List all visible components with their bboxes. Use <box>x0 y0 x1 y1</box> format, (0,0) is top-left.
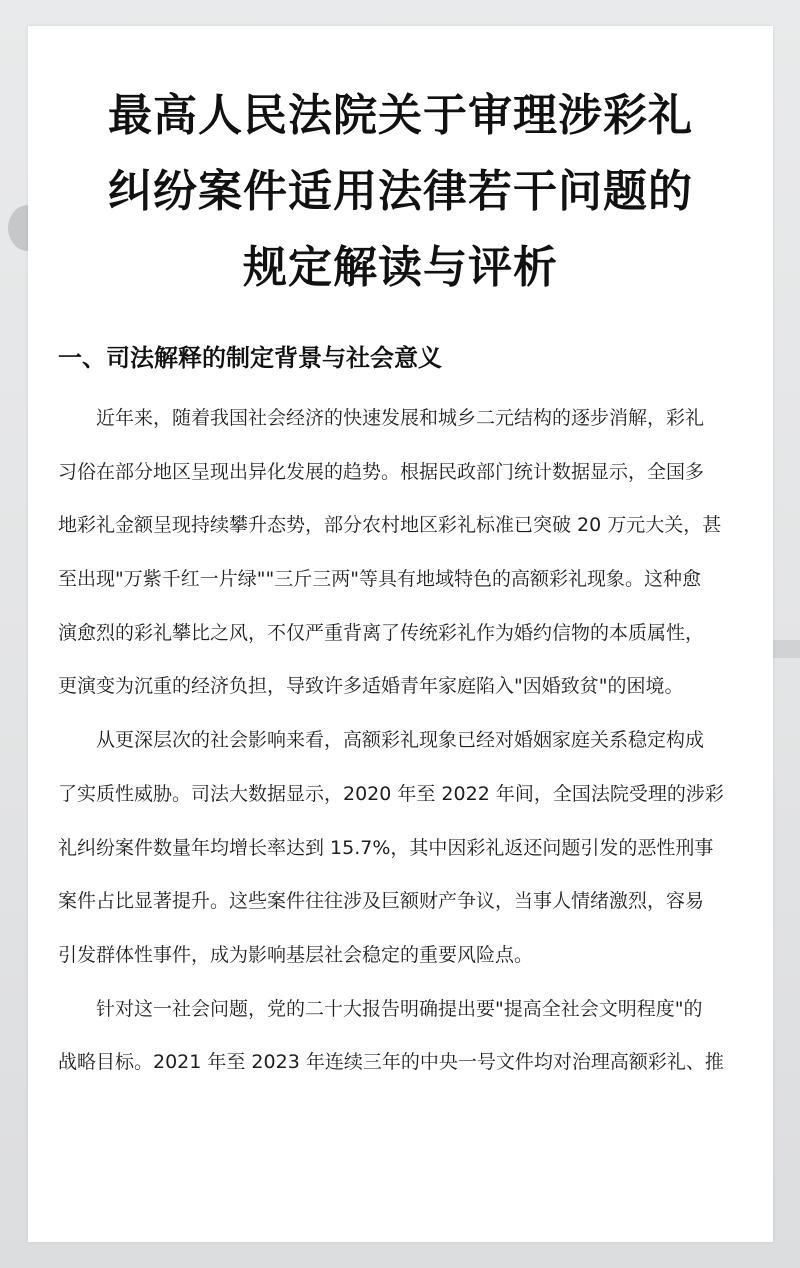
paragraph <box>58 720 748 988</box>
document-title <box>28 78 773 306</box>
title-line: 规定解读与评析 <box>243 242 558 293</box>
text-line: 习俗在部分地区呈现出异化发展的趋势。根据民政部门统计数据显示，全国多 <box>58 460 705 483</box>
text-line: 礼纠纷案件数量年均增长率达到 15.7%，其中因彩礼返还问题引发的恶性刑事 <box>58 836 714 859</box>
text-line: 引发群体性事件，成为影响基层社会稳定的重要风险点。 <box>58 943 534 966</box>
text-line: 针对这一社会问题，党的二十大报告明确提出要"提高全社会文明程度"的 <box>96 997 703 1020</box>
text-line: 地彩礼金额呈现持续攀升态势，部分农村地区彩礼标准已突破 20 万元大关，甚 <box>58 514 722 537</box>
text-line: 近年来，随着我国社会经济的快速发展和城乡二元结构的逐步消解，彩礼 <box>96 407 705 429</box>
document-body <box>58 398 748 1096</box>
text-line: 更演变为沉重的经济负担，导致许多适婚青年家庭陷入"因婚致贫"的困境。 <box>58 675 684 698</box>
paragraph <box>58 398 748 720</box>
text-line: 案件占比显著提升。这些案件往往涉及巨额财产争议，当事人情绪激烈，容易 <box>58 890 705 913</box>
text-line: 战略目标。2021 年至 2023 年连续三年的中央一号文件均对治理高额彩礼、推 <box>58 1051 724 1074</box>
text-line: 从更深层次的社会影响来看，高额彩礼现象已经对婚姻家庭关系稳定构成 <box>96 729 705 752</box>
text-line: 了实质性威胁。司法大数据显示，2020 年至 2022 年间，全国法院受理的涉彩 <box>58 782 724 805</box>
text-line: 演愈烈的彩礼攀比之风，不仅严重背离了传统彩礼作为婚约信物的本质属性， <box>58 621 705 644</box>
title-line: 最高人民法院关于审理涉彩礼 <box>108 90 693 141</box>
document-page <box>28 26 773 1242</box>
text-line: 至出现"万紫千红一片绿""三斤三两"等具有地域特色的高额彩礼现象。这种愈 <box>58 568 701 591</box>
section-heading: 一、司法解释的制定背景与社会意义 <box>58 344 442 372</box>
title-line: 纠纷案件适用法律若干问题的 <box>108 166 693 217</box>
paragraph <box>58 989 748 1096</box>
